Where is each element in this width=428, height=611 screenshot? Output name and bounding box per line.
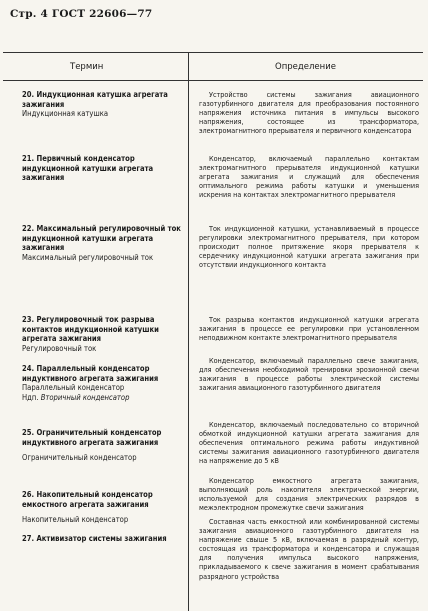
- term-alt: Регулировочный ток: [22, 343, 97, 353]
- definition-27: Составная часть емкостной или комбинированной системы зажигания авиационного газотурбинного двигателя на напряжение свыше 5 кВ, включаемая в разрядный контур, состоящая из трансформатора и конденсатора и служащая для получения импульса высокого напряжения, прикладываемого к свече зажигания в момент срабатывания разрядного устройства: [199, 517, 419, 581]
- term-entry-22: [22, 224, 182, 262]
- definition-25: Конденсатор, включаемый последовательно со вторичной обмоткой индукционной катушки агрегата зажигания для обеспечения оптимального режима работы индуктивной системы зажигания авиационного газотурбинного двигателя на напряжение до 5 кВ: [199, 420, 419, 466]
- term-entry-27: [22, 534, 182, 544]
- term-title: 25. Ограничительный конденсатор индуктивного агрегата зажигания: [22, 428, 162, 447]
- definition-23: Ток разрыва контактов индукционной катушки агрегата зажигания в процессе ее регулировки при установленном неподвижном контакте электромагнитного прерывателя: [199, 315, 419, 343]
- term-title: 26. Накопительный конденсатор емкостного агрегата зажигания: [22, 490, 153, 509]
- term-alt: Параллельный конденсатор: [22, 383, 125, 393]
- term-alt: Ограничительный конденсатор: [22, 453, 137, 463]
- term-alt: Максимальный регулировочный ток: [22, 252, 154, 262]
- term-entry-23: [22, 315, 182, 353]
- term-alt: Индукционная катушка: [22, 109, 109, 119]
- term-entry-20: [22, 90, 182, 119]
- column-divider: [188, 52, 189, 611]
- definition-22: Ток индукционной катушки, устанавливаемый в процессе регулировки электромагнитного прерывателя, при котором происходит полное притяжение якоря прерывателя к сердечнику индукционной катушки агрегата зажигания при отсутствии индукционного контакта: [199, 224, 419, 270]
- term-alt: Накопительный конденсатор: [22, 515, 129, 525]
- term-entry-24: [22, 364, 182, 402]
- term-title: 20. Индукционная катушка агрегата зажигания: [22, 90, 168, 109]
- column-header-term: Термин: [70, 62, 104, 72]
- definition-20: Устройство системы зажигания авиационного газотурбинного двигателя для преобразования постоянного напряжения источника питания в импульсы высокого напряжения, состоящее из трансформатора, электромагнитного прерывателя и первичного конденсатора: [199, 90, 419, 136]
- term-alt-nonrecommended: Ндп. Вторичный конденсатор: [22, 392, 130, 402]
- term-title: 22. Максимальный регулировочный ток индукционной катушки агрегата зажигания: [22, 224, 181, 253]
- term-entry-21: [22, 154, 182, 183]
- term-title: 23. Регулировочный ток разрыва контактов индукционной катушки агрегата зажигания: [22, 315, 159, 344]
- term-entry-26: [22, 490, 182, 525]
- term-title: 27. Активизатор системы зажигания: [22, 534, 167, 543]
- table-top-rule: [3, 52, 423, 53]
- term-entry-25: [22, 428, 182, 463]
- definition-24: Конденсатор, включаемый параллельно свече зажигания, для обеспечения необходимой тренировки эрозионной свечи зажигания в процессе работы электрической системы зажигания авиационного газотурбинного двигателя: [199, 356, 419, 393]
- definition-21: Конденсатор, включаемый параллельно контактам электромагнитного прерывателя индукционной катушки агрегата зажигания и служащий для обеспечения оптимального режима работы катушки и уменьшения искрения на контактах электромагнитного прерывателя: [199, 154, 419, 200]
- definition-26: Конденсатор емкостного агрегата зажигания, выполняющий роль накопителя электрической энергии, используемой для создания электрических разрядов в межэлектродном промежутке свечи зажигания: [199, 476, 419, 513]
- column-header-definition: Определение: [275, 62, 336, 72]
- page-header: Стр. 4 ГОСТ 22606—77: [10, 8, 153, 20]
- term-title: 21. Первичный конденсатор индукционной катушки агрегата зажигания: [22, 154, 154, 183]
- term-title: 24. Параллельный конденсатор индуктивного агрегата зажигания: [22, 364, 159, 383]
- table-head-rule: [3, 80, 423, 81]
